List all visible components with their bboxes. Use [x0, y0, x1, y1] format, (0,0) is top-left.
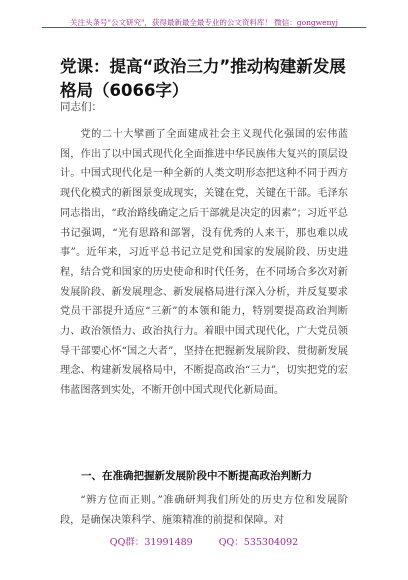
section-heading-1: 一、在准确把握新发展阶段中不断提高政治判断力	[81, 470, 312, 482]
paragraph-1: 党的二十大擘画了全面建成社会主义现代化强国的宏伟蓝图，作出了以中国式现代化全面推进中华民族伟大复兴的顶层设计。中国式现代化是一种全新的人类文明形态把这种不同于西方现代化模式的新图景变成现实，关键在党，关键在干部。毛泽东同志指出，“政治路线确定之后干部就是决定的因素”；习近平总书记强调，“光有思路和部署，没有优秀的人来干，那也难以成事”。近年来，习近平总书记立足党和国家的发展阶段、历史进程，结合党和国家的历史使命和时代任务，在不同场合多次对新发展阶段、新发展理念、新发展格局进行深入分析，并反复要求党员干部提升适应“三新”的本领和能力，特别要提高政治判断力、政治领悟力、政治执行力。着眼中国式现代化，广大党员领导干部要心怀“国之大者”，坚持在把握新发展阶段、贯彻新发展理念、构建新发展格局中，不断提高政治“三力”，切实把党的宏伟蓝图落到实处，不断开创中国式现代化新局面。	[60, 129, 348, 397]
page-footer	[60, 534, 348, 548]
footer-qq: QQ：535304092	[218, 537, 299, 548]
header-banner: 关注头条号"公文研究"，获得最新最全最专业的公文资料库！ 微信：gongwenyj	[70, 18, 338, 27]
paragraph-2: “辨方位而正则。”准确研判我们所处的历史方位和发展阶段，是确保决策科学、施策精准的前提和保障。对	[60, 495, 348, 526]
document-title: 党课：提高“政治三力”推动构建新发展格局（6066字）	[60, 57, 346, 100]
footer-qq-group: QQ群：31991489	[109, 537, 193, 548]
salutation: 同志们：	[60, 101, 102, 113]
header-divider	[42, 27, 366, 28]
